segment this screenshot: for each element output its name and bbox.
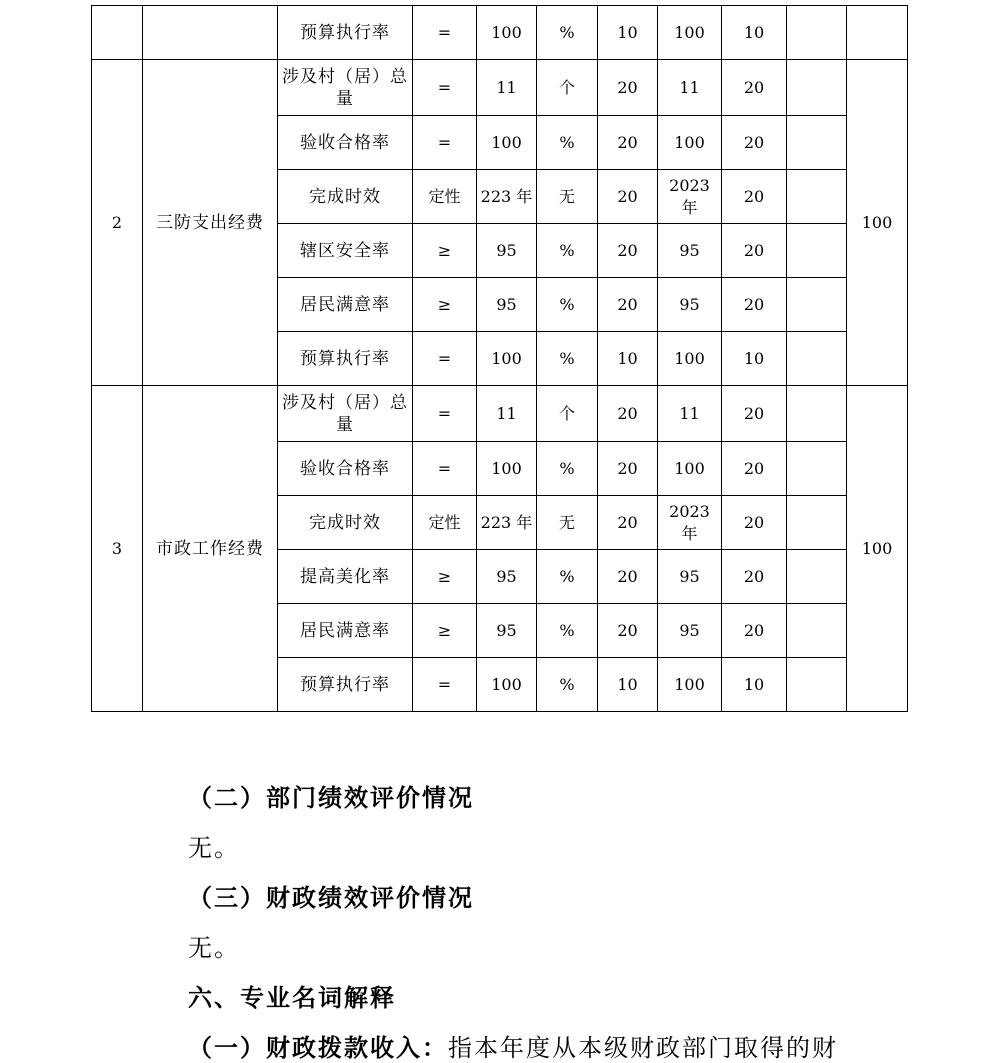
weight-cell: 20 xyxy=(598,442,658,496)
indicator-cell: 完成时效 xyxy=(278,170,413,224)
actual-cell: 100 xyxy=(658,116,722,170)
project-name: 三防支出经费 xyxy=(143,60,278,386)
operator-cell: = xyxy=(413,60,477,116)
indicator-cell: 居民满意率 xyxy=(278,278,413,332)
unit-cell: % xyxy=(537,604,598,658)
indicator-cell: 居民满意率 xyxy=(278,604,413,658)
indicator-cell: 涉及村（居）总量 xyxy=(278,386,413,442)
score-cell: 20 xyxy=(722,496,787,550)
weight-cell: 20 xyxy=(598,550,658,604)
operator-cell: = xyxy=(413,658,477,712)
target-cell: 100 xyxy=(477,6,537,60)
operator-cell: = xyxy=(413,386,477,442)
operator-cell: ≥ xyxy=(413,550,477,604)
actual-cell: 100 xyxy=(658,332,722,386)
weight-cell: 10 xyxy=(598,6,658,60)
blank-cell xyxy=(787,224,847,278)
score-cell: 10 xyxy=(722,332,787,386)
weight-cell: 20 xyxy=(598,170,658,224)
indicator-cell: 涉及村（居）总量 xyxy=(278,60,413,116)
operator-cell: = xyxy=(413,332,477,386)
blank-cell xyxy=(787,550,847,604)
actual-cell: 2023 年 xyxy=(658,496,722,550)
actual-cell: 100 xyxy=(658,442,722,496)
weight-cell: 20 xyxy=(598,116,658,170)
unit-cell: % xyxy=(537,278,598,332)
unit-cell: % xyxy=(537,550,598,604)
operator-cell: = xyxy=(413,6,477,60)
fiscal-eval-body: 无。 xyxy=(188,934,240,962)
target-cell: 223 年 xyxy=(477,496,537,550)
unit-cell: 个 xyxy=(537,386,598,442)
score-cell: 20 xyxy=(722,550,787,604)
table-row xyxy=(92,6,908,60)
operator-cell: = xyxy=(413,116,477,170)
actual-cell: 95 xyxy=(658,604,722,658)
actual-cell: 95 xyxy=(658,550,722,604)
operator-cell: 定性 xyxy=(413,170,477,224)
fiscal-eval-heading: （三）财政绩效评价情况 xyxy=(188,884,474,912)
project-name: 市政工作经费 xyxy=(143,386,278,712)
actual-cell: 2023 年 xyxy=(658,170,722,224)
target-cell: 95 xyxy=(477,278,537,332)
operator-cell: 定性 xyxy=(413,496,477,550)
project-cell xyxy=(143,6,278,60)
blank-cell xyxy=(787,658,847,712)
project-total-score: 100 xyxy=(847,60,908,386)
actual-cell: 95 xyxy=(658,278,722,332)
blank-cell xyxy=(787,496,847,550)
score-cell: 20 xyxy=(722,442,787,496)
indicator-cell: 辖区安全率 xyxy=(278,224,413,278)
score-cell: 20 xyxy=(722,604,787,658)
unit-cell: % xyxy=(537,6,598,60)
project-number: 2 xyxy=(92,60,143,386)
actual-cell: 11 xyxy=(658,386,722,442)
target-cell: 95 xyxy=(477,550,537,604)
target-cell: 100 xyxy=(477,116,537,170)
target-cell: 11 xyxy=(477,386,537,442)
operator-cell: ≥ xyxy=(413,604,477,658)
table-row xyxy=(92,60,908,116)
target-cell: 223 年 xyxy=(477,170,537,224)
target-cell: 11 xyxy=(477,60,537,116)
indicator-cell: 预算执行率 xyxy=(278,658,413,712)
score-cell: 20 xyxy=(722,60,787,116)
operator-cell: = xyxy=(413,442,477,496)
actual-cell: 11 xyxy=(658,60,722,116)
blank-cell xyxy=(787,116,847,170)
table-row xyxy=(92,386,908,442)
performance-table xyxy=(91,5,908,712)
project-number: 3 xyxy=(92,386,143,712)
weight-cell: 10 xyxy=(598,658,658,712)
blank-cell xyxy=(787,278,847,332)
score-cell: 10 xyxy=(722,6,787,60)
target-cell: 100 xyxy=(477,658,537,712)
no-cell xyxy=(92,6,143,60)
actual-cell: 100 xyxy=(658,658,722,712)
unit-cell: % xyxy=(537,116,598,170)
unit-cell: 无 xyxy=(537,496,598,550)
indicator-cell: 完成时效 xyxy=(278,496,413,550)
project-total-score: 100 xyxy=(847,386,908,712)
indicator-cell: 验收合格率 xyxy=(278,116,413,170)
blank-cell xyxy=(787,386,847,442)
score-cell: 20 xyxy=(722,224,787,278)
actual-cell: 95 xyxy=(658,224,722,278)
weight-cell: 20 xyxy=(598,496,658,550)
blank-cell xyxy=(787,60,847,116)
target-cell: 100 xyxy=(477,332,537,386)
unit-cell: % xyxy=(537,224,598,278)
target-cell: 95 xyxy=(477,224,537,278)
blank-cell xyxy=(787,604,847,658)
unit-cell: % xyxy=(537,442,598,496)
blank-cell xyxy=(787,170,847,224)
total-cell xyxy=(847,6,908,60)
unit-cell: % xyxy=(537,658,598,712)
glossary-term: （一）财政拨款收入： xyxy=(188,1034,448,1062)
blank-cell xyxy=(787,6,847,60)
weight-cell: 20 xyxy=(598,604,658,658)
target-cell: 100 xyxy=(477,442,537,496)
score-cell: 20 xyxy=(722,278,787,332)
glossary-line xyxy=(188,1028,838,1063)
weight-cell: 10 xyxy=(598,332,658,386)
glossary-heading: 六、专业名词解释 xyxy=(188,984,396,1012)
weight-cell: 20 xyxy=(598,224,658,278)
indicator-cell: 预算执行率 xyxy=(278,6,413,60)
weight-cell: 20 xyxy=(598,386,658,442)
target-cell: 95 xyxy=(477,604,537,658)
unit-cell: 个 xyxy=(537,60,598,116)
blank-cell xyxy=(787,332,847,386)
score-cell: 20 xyxy=(722,116,787,170)
score-cell: 20 xyxy=(722,386,787,442)
weight-cell: 20 xyxy=(598,278,658,332)
dept-eval-body: 无。 xyxy=(188,834,240,862)
unit-cell: % xyxy=(537,332,598,386)
indicator-cell: 预算执行率 xyxy=(278,332,413,386)
score-cell: 20 xyxy=(722,170,787,224)
glossary-definition: 指本年度从本级财政部门取得的财 xyxy=(448,1034,838,1062)
actual-cell: 100 xyxy=(658,6,722,60)
indicator-cell: 提高美化率 xyxy=(278,550,413,604)
operator-cell: ≥ xyxy=(413,224,477,278)
weight-cell: 20 xyxy=(598,60,658,116)
unit-cell: 无 xyxy=(537,170,598,224)
blank-cell xyxy=(787,442,847,496)
dept-eval-heading: （二）部门绩效评价情况 xyxy=(188,784,474,812)
score-cell: 10 xyxy=(722,658,787,712)
operator-cell: ≥ xyxy=(413,278,477,332)
indicator-cell: 验收合格率 xyxy=(278,442,413,496)
